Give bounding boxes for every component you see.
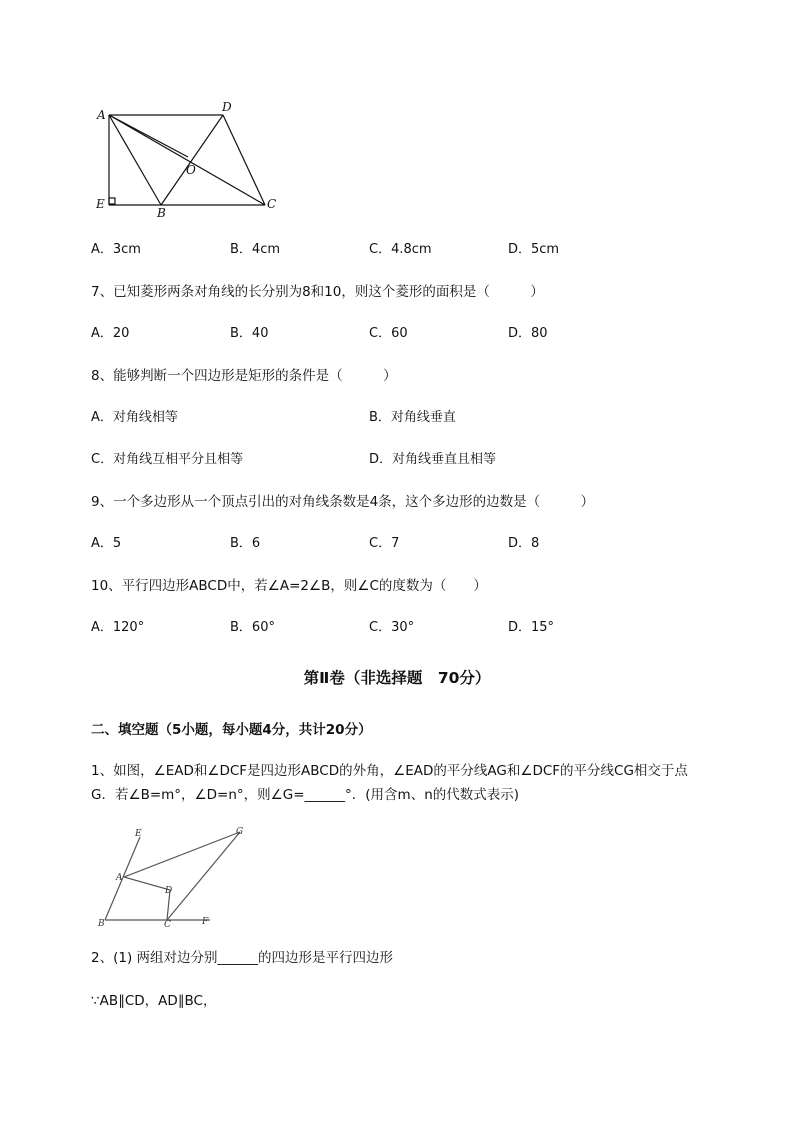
- fill-section-heading: 二、填空题（5小题，每小题4分，共计20分）: [91, 722, 372, 738]
- label-o: O: [186, 163, 196, 177]
- label-f: F: [202, 917, 209, 927]
- q8-option-d: D．对角线垂直且相等: [369, 452, 497, 467]
- label-e: E: [135, 829, 142, 839]
- q10-option-c: C．30°: [369, 620, 415, 635]
- q7-option-a: A．20: [91, 326, 130, 341]
- q6-option-b: B．4cm: [230, 242, 281, 257]
- right-angle-mark: [109, 198, 115, 204]
- q7-option-b: B．40: [230, 326, 269, 341]
- ray-be: [105, 837, 140, 920]
- q9-stem: 9、一个多边形从一个顶点引出的对角线条数是4条，这个多边形的边数是（ ）: [91, 494, 595, 510]
- label-a: A: [116, 873, 123, 883]
- q10-stem: 10、平行四边形ABCD中，若∠A=2∠B，则∠C的度数为（ ）: [91, 578, 487, 594]
- q7-option-c: C．60: [369, 326, 408, 341]
- q10-option-d: D．15°: [508, 620, 555, 635]
- fill2-line1: 2、(1) 两组对边分别______的四边形是平行四边形: [91, 950, 394, 966]
- quadrilateral-figure: [95, 822, 265, 932]
- q9-option-a: A．5: [91, 536, 122, 551]
- label-c: C: [267, 197, 277, 211]
- fill1-line2: G．若∠B=m°，∠D=n°，则∠G=______°．(用含m、n的代数式表示): [91, 787, 520, 803]
- parallelogram-figure: [90, 95, 290, 220]
- bisector-cg: [167, 832, 240, 920]
- q7-stem: 7、已知菱形两条对角线的长分别为8和10，则这个菱形的面积是（ ）: [91, 284, 544, 300]
- q8-option-c: C．对角线互相平分且相等: [91, 452, 244, 467]
- label-b: B: [98, 919, 105, 929]
- part2-title: 第Ⅱ卷（非选择题 70分）: [303, 669, 491, 687]
- q7-option-d: D．80: [508, 326, 548, 341]
- segment-ad: [124, 877, 170, 890]
- fill2-line2: ∵AB∥CD，AD∥BC，: [91, 993, 217, 1009]
- fill1-line1: 1、如图，∠EAD和∠DCF是四边形ABCD的外角，∠EAD的平分线AG和∠DCF的平分线CG相交于点: [91, 763, 688, 779]
- q9-option-b: B．6: [230, 536, 261, 551]
- q8-option-a: A．对角线相等: [91, 410, 178, 425]
- label-b: B: [157, 206, 166, 220]
- label-d: D: [165, 886, 173, 896]
- q9-option-d: D．8: [508, 536, 540, 551]
- segment-dc: [223, 115, 265, 205]
- q6-option-a: A．3cm: [91, 242, 141, 257]
- label-a: A: [97, 108, 106, 122]
- q8-stem: 8、能够判断一个四边形是矩形的条件是（ ）: [91, 368, 397, 384]
- q6-option-c: C．4.8cm: [369, 242, 432, 257]
- label-c: C: [164, 920, 171, 930]
- q6-option-d: D．5cm: [508, 242, 560, 257]
- label-e: E: [96, 197, 105, 211]
- q10-option-b: B．60°: [230, 620, 275, 635]
- diagonal-bd: [161, 115, 223, 205]
- q8-option-b: B．对角线垂直: [369, 410, 456, 425]
- q10-option-a: A．120°: [91, 620, 145, 635]
- label-g: G: [236, 827, 244, 837]
- q9-option-c: C．7: [369, 536, 400, 551]
- label-d: D: [222, 100, 232, 114]
- diagonal-ac: [109, 115, 265, 205]
